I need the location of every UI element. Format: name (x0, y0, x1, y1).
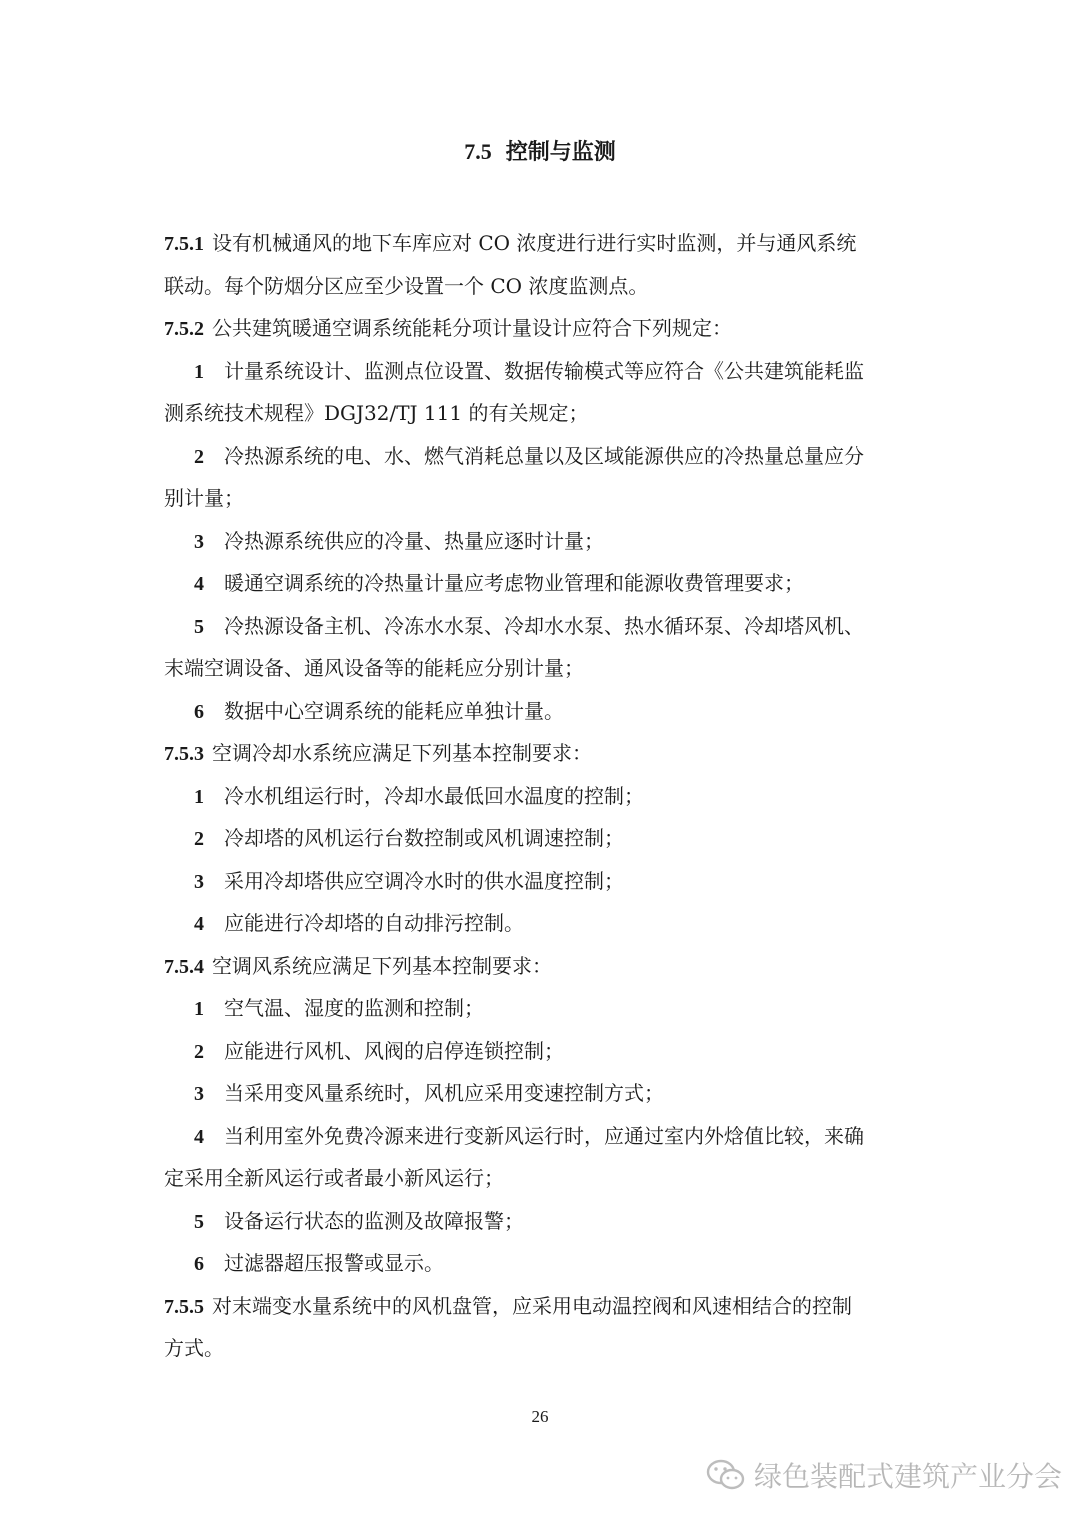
list-item (164, 902, 950, 946)
clause-paragraph (164, 222, 920, 266)
item-number: 2 (194, 1040, 204, 1063)
list-item (164, 605, 950, 649)
paragraph-text: 暖通空调系统的冷热量计量应考虑物业管理和能源收费管理要求； (224, 571, 804, 595)
list-item (164, 1115, 950, 1159)
list-item (164, 987, 950, 1031)
section-number: 7.5 (464, 139, 492, 164)
paragraph-text: 冷水机组运行时，冷却水最低回水温度的控制； (224, 783, 644, 808)
item-number: 3 (194, 870, 204, 893)
paragraph-text: 设有机械通风的地下车库应对 CO 浓度进行进行实时监测，并与通风系统 (212, 231, 857, 255)
paragraph-text: 公共建筑暖通空调系统能耗分项计量设计应符合下列规定： (212, 316, 732, 340)
item-number: 6 (194, 1253, 204, 1275)
paragraph-text: 冷热源系统的电、水、燃气消耗总量以及区域能源供应的冷热量总量应分 (224, 443, 864, 468)
paragraph-text: 冷热源设备主机、冷冻水水泵、冷却水水泵、热水循环泵、冷却塔风机、 (224, 613, 864, 638)
clause-paragraph (164, 307, 920, 351)
paragraph-text: 联动。每个防烟分区应至少设置一个 CO 浓度监测点。 (164, 273, 649, 298)
paragraph-text: 空气温、湿度的监测和控制； (224, 996, 484, 1020)
paragraph-text: 应能进行冷却塔的自动排污控制。 (224, 911, 524, 935)
paragraph-continuation (164, 265, 920, 308)
paragraph-text: 采用冷却塔供应空调冷水时的供水温度控制； (224, 868, 624, 893)
paragraph-text: 过滤器超压报警或显示。 (224, 1251, 444, 1275)
wechat-icon (706, 1458, 746, 1492)
clause-paragraph (164, 945, 920, 989)
item-number: 6 (194, 700, 204, 723)
clause-paragraph (164, 732, 920, 776)
paragraph-text: 计量系统设计、监测点位设置、数据传输模式等应符合《公共建筑能耗监 (224, 358, 864, 383)
clause-number: 7.5.4 (164, 955, 204, 978)
watermark-text: 绿色装配式建筑产业分会 (754, 1460, 1063, 1493)
item-number: 1 (194, 360, 204, 383)
section-heading: 控制与监测 (505, 140, 616, 165)
list-item (164, 1030, 950, 1074)
clause-number: 7.5.2 (164, 318, 204, 340)
item-number: 2 (194, 445, 204, 468)
list-item (164, 350, 950, 394)
paragraph-text: 定采用全新风运行或者最小新风运行； (164, 1166, 504, 1190)
item-number: 3 (194, 1083, 204, 1105)
paragraph-continuation (164, 1157, 920, 1200)
clause-number: 7.5.3 (164, 743, 204, 765)
clause-number: 7.5.5 (164, 1295, 204, 1318)
item-number: 4 (194, 913, 204, 935)
list-item (164, 520, 950, 564)
paragraph-text: 空调风系统应满足下列基本控制要求： (212, 953, 552, 978)
list-item (164, 1242, 950, 1286)
item-number: 4 (194, 1125, 204, 1148)
watermark (706, 1448, 1066, 1502)
clause-number: 7.5.1 (164, 233, 204, 255)
item-number: 1 (194, 785, 204, 808)
page-number: 26 (531, 1407, 549, 1426)
paragraph-continuation (164, 647, 920, 690)
item-number: 4 (194, 573, 204, 595)
paragraph-continuation (164, 1327, 920, 1370)
item-number: 5 (194, 1210, 204, 1233)
list-item (164, 435, 950, 479)
list-item (164, 817, 950, 861)
paragraph-text: 末端空调设备、通风设备等的能耗应分别计量； (164, 656, 584, 680)
section-title (0, 136, 1080, 169)
paragraph-text: 当利用室外免费冷源来进行变新风运行时，应通过室内外焓值比较，来确 (224, 1123, 864, 1148)
paragraph-text: 冷热源系统供应的冷量、热量应逐时计量； (224, 528, 604, 553)
item-number: 3 (194, 530, 204, 553)
list-item (164, 562, 950, 606)
paragraph-text: 别计量； (164, 486, 244, 510)
paragraph-continuation (164, 477, 920, 520)
paragraph-text: 冷却塔的风机运行台数控制或风机调速控制； (224, 826, 624, 850)
paragraph-text: 测系统技术规程》DGJ32/TJ 111 的有关规定； (164, 401, 589, 425)
list-item (164, 775, 950, 819)
paragraph-text: 设备运行状态的监测及故障报警； (224, 1208, 524, 1233)
item-number: 2 (194, 828, 204, 850)
list-item (164, 690, 950, 734)
clause-paragraph (164, 1285, 920, 1329)
list-item (164, 860, 950, 904)
list-item (164, 1200, 950, 1244)
paragraph-text: 当采用变风量系统时，风机应采用变速控制方式； (224, 1081, 664, 1105)
paragraph-text: 数据中心空调系统的能耗应单独计量。 (224, 698, 564, 723)
paragraph-text: 空调冷却水系统应满足下列基本控制要求： (212, 741, 592, 765)
item-number: 1 (194, 998, 204, 1020)
paragraph-text: 对末端变水量系统中的风机盘管，应采用电动温控阀和风速相结合的控制 (212, 1293, 852, 1318)
paragraph-continuation (164, 392, 920, 435)
list-item (164, 1072, 950, 1116)
item-number: 5 (194, 615, 204, 638)
paragraph-text: 应能进行风机、风阀的启停连锁控制； (224, 1038, 564, 1063)
paragraph-text: 方式。 (164, 1336, 224, 1360)
